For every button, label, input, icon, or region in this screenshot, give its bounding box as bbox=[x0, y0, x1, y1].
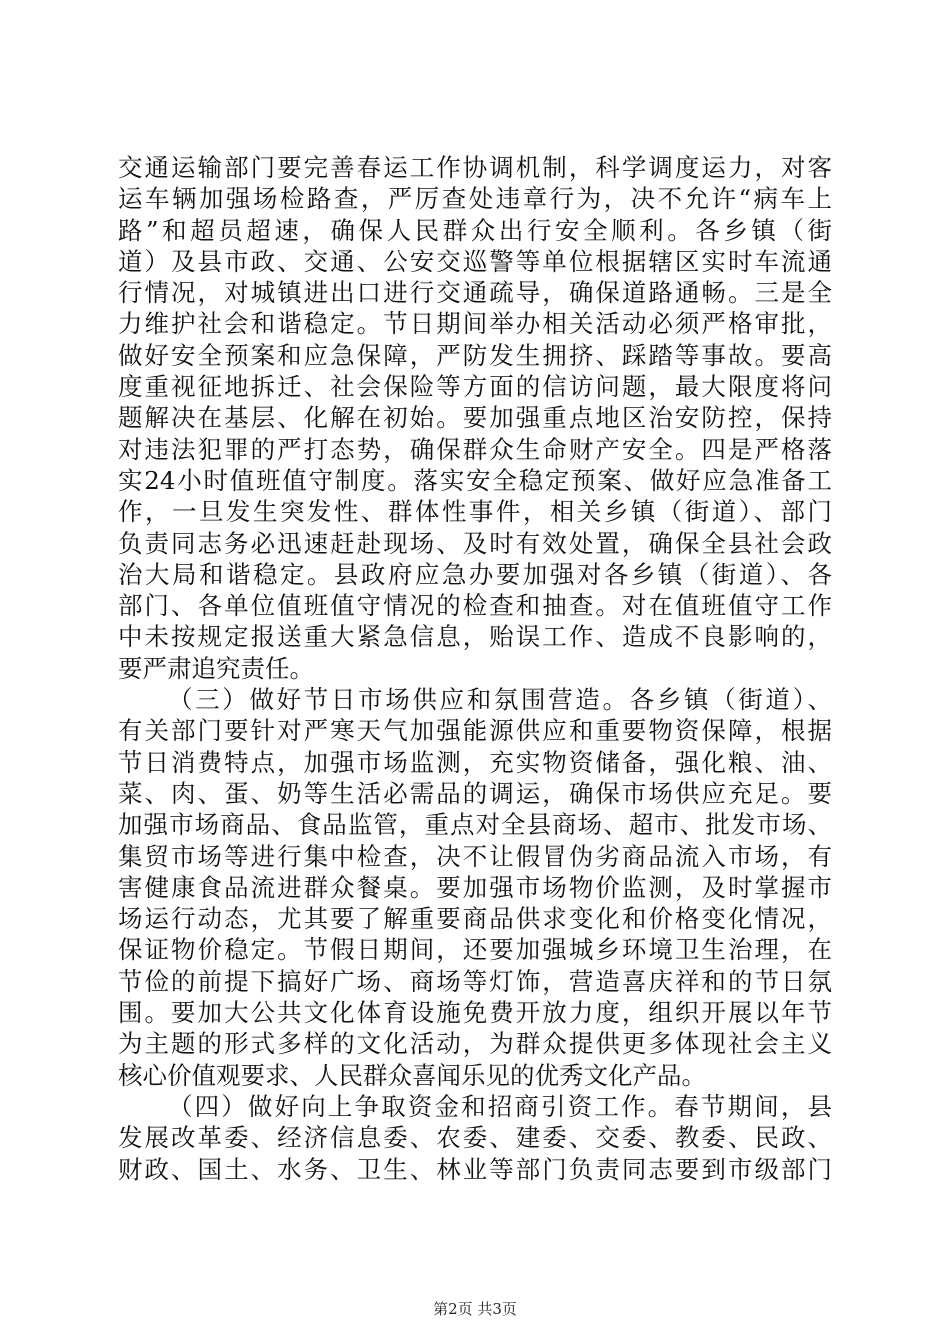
body-line: 对违法犯罪的严打态势，确保群众生命财产安全。四是严格落 bbox=[118, 434, 832, 464]
body-line: 发展改革委、经济信息委、农委、建委、交委、教委、民政、 bbox=[118, 1123, 832, 1153]
body-line: 核心价值观要求、人民群众喜闻乐见的优秀文化产品。 bbox=[118, 1060, 706, 1090]
body-line: 节日消费特点，加强市场监测，充实物资储备，强化粮、油、 bbox=[118, 747, 832, 777]
body-line: （三）做好节日市场供应和氛围营造。各乡镇（街道）、 bbox=[168, 685, 832, 715]
body-line: 部门、各单位值班值守情况的检查和抽查。对在值班值守工作 bbox=[118, 591, 832, 621]
body-line: 中未按规定报送重大紧急信息，贻误工作、造成不良影响的， bbox=[118, 622, 832, 652]
body-line: 行情况，对城镇进出口进行交通疏导，确保道路通畅。三是全 bbox=[118, 278, 832, 308]
body-line: 场运行动态，尤其要了解重要商品供求变化和价格变化情况， bbox=[118, 904, 832, 934]
body-line: 路”和超员超速，确保人民群众出行安全顺利。各乡镇（街 bbox=[118, 215, 832, 245]
body-line: 交通运输部门要完善春运工作协调机制，科学调度运力，对客 bbox=[118, 153, 832, 182]
body-line: （四）做好向上争取资金和招商引资工作。春节期间，县 bbox=[168, 1091, 832, 1121]
body-line: 集贸市场等进行集中检查，决不让假冒伪劣商品流入市场，有 bbox=[118, 841, 832, 871]
body-line: 度重视征地拆迁、社会保险等方面的信访问题，最大限度将问 bbox=[118, 372, 832, 402]
body-line: 治大局和谐稳定。县政府应急办要加强对各乡镇（街道）、各 bbox=[118, 559, 832, 589]
body-line: 道）及县市政、交通、公安交巡警等单位根据辖区实时车流通 bbox=[118, 246, 832, 276]
body-line: 要严肃追究责任。 bbox=[118, 653, 314, 683]
body-line: 节俭的前提下搞好广场、商场等灯饰，营造喜庆祥和的节日氛 bbox=[118, 966, 832, 996]
body-line: 负责同志务必迅速赶赴现场、及时有效处置，确保全县社会政 bbox=[118, 528, 832, 558]
body-line: 为主题的形式多样的文化活动，为群众提供更多体现社会主义 bbox=[118, 1029, 832, 1059]
body-line: 加强市场商品、食品监管，重点对全县商场、超市、批发市场、 bbox=[118, 810, 832, 840]
body-line: 运车辆加强场检路查，严厉查处违章行为，决不允许“病车上 bbox=[118, 184, 832, 214]
body-line: 财政、国土、水务、卫生、林业等部门负责同志要到市级部门 bbox=[118, 1154, 832, 1184]
body-line: 实24小时值班值守制度。落实安全稳定预案、做好应急准备工 bbox=[118, 465, 832, 495]
document-body bbox=[118, 152, 832, 1185]
body-line: 作，一旦发生突发性、群体性事件，相关乡镇（街道）、部门 bbox=[118, 497, 832, 527]
page-footer: 第2页 共3页 bbox=[433, 1300, 517, 1318]
body-line: 保证物价稳定。节假日期间，还要加强城乡环境卫生治理，在 bbox=[118, 935, 832, 965]
body-line: 做好安全预案和应急保障，严防发生拥挤、踩踏等事故。要高 bbox=[118, 340, 832, 370]
body-line: 菜、肉、蛋、奶等生活必需品的调运，确保市场供应充足。要 bbox=[118, 778, 832, 808]
body-line: 围。要加大公共文化体育设施免费开放力度，组织开展以年节 bbox=[118, 998, 832, 1028]
body-line: 有关部门要针对严寒天气加强能源供应和重要物资保障，根据 bbox=[118, 716, 832, 746]
body-line: 题解决在基层、化解在初始。要加强重点地区治安防控，保持 bbox=[118, 403, 832, 433]
body-line: 力维护社会和谐稳定。节日期间举办相关活动必须严格审批， bbox=[118, 309, 832, 339]
body-line: 害健康食品流进群众餐桌。要加强市场物价监测，及时掌握市 bbox=[118, 872, 832, 902]
